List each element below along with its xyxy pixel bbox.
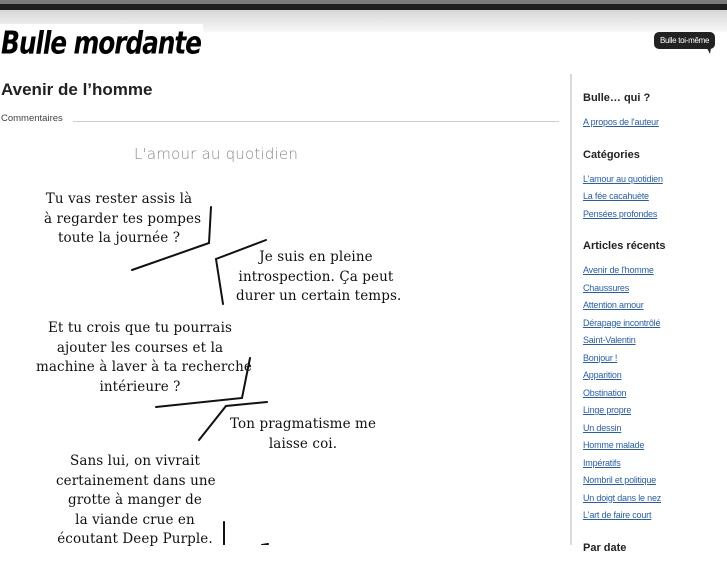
site-title[interactable]: Bulle mordante [1,26,201,62]
recent-article-link[interactable]: Apparition [583,370,622,380]
recent-article-link[interactable]: Homme malade [583,440,645,450]
category-link[interactable]: La fée cacahuète [583,191,649,201]
recent-article-link[interactable]: Dérapage incontrôlé [583,317,661,328]
bulle-toi-meme-button[interactable]: Bulle toi-même [654,32,715,49]
category-link[interactable]: L'amour au quotidien [583,173,663,184]
speech-bubble-1: Tu vas rester assis là à regarder tes pompes toute la journée ? [44,191,202,246]
recent-article-link[interactable]: L'art de faire court [583,510,652,520]
recent-article-link[interactable]: Avenir de l'homme [583,265,654,275]
widget-title: Catégories [583,148,640,161]
widget-title: Par date [583,541,627,554]
recent-article-link[interactable]: Linge propre [583,405,632,415]
recent-article-link[interactable]: Chaussures [583,282,630,293]
speech-bubble-5: Sans lui, on vivrait certainement dans une grotte à manger de la viande crue en écoutant Deep Purple. [56,453,216,547]
speech-tail-lines [0,132,560,545]
browser-top-bar [0,0,727,10]
recent-article-link[interactable]: Un dessin [583,422,622,433]
recent-article-link[interactable]: Saint-Valentin [583,335,636,345]
comments-divider [73,121,559,122]
speech-bubble-3: Et tu crois que tu pourrais ajouter les courses et la machine à laver à ta recherche intérieure ? [36,320,252,395]
comic-title: L'amour au quotidien [134,145,299,163]
recent-article-link[interactable]: Nombril et politique [583,475,657,485]
recent-article-link[interactable]: Impératifs [583,457,621,468]
widget-bulle-qui [583,92,727,130]
comments-row [1,108,559,122]
sidebar [583,92,727,575]
widget-by-date [583,542,727,556]
recent-article-link[interactable]: Bonjour ! [583,352,618,363]
post-title[interactable]: Avenir de l’homme [1,80,153,99]
category-link[interactable]: Pensées profondes [583,208,658,219]
recent-article-link[interactable]: Un doigt dans le nez [583,492,662,503]
widget-recent-articles [583,240,727,523]
speech-bubble-4: Ton pragmatisme me laisse coi. [230,416,377,452]
sidebar-divider [570,74,572,545]
speech-bubble-2: Je suis en pleine introspection. Ça peut durer un certain temps. [236,249,402,304]
recent-article-link[interactable]: Obstination [583,387,627,398]
recent-article-link[interactable]: Attention amour [583,300,644,310]
widget-categories [583,149,727,222]
widget-title: Bulle… qui ? [583,92,651,104]
sidebar-link-about-author[interactable]: A propos de l'auteur [583,117,659,127]
comic-strip [0,132,560,545]
comments-link[interactable]: Commentaires [1,113,63,124]
widget-title: Articles récents [583,240,666,252]
